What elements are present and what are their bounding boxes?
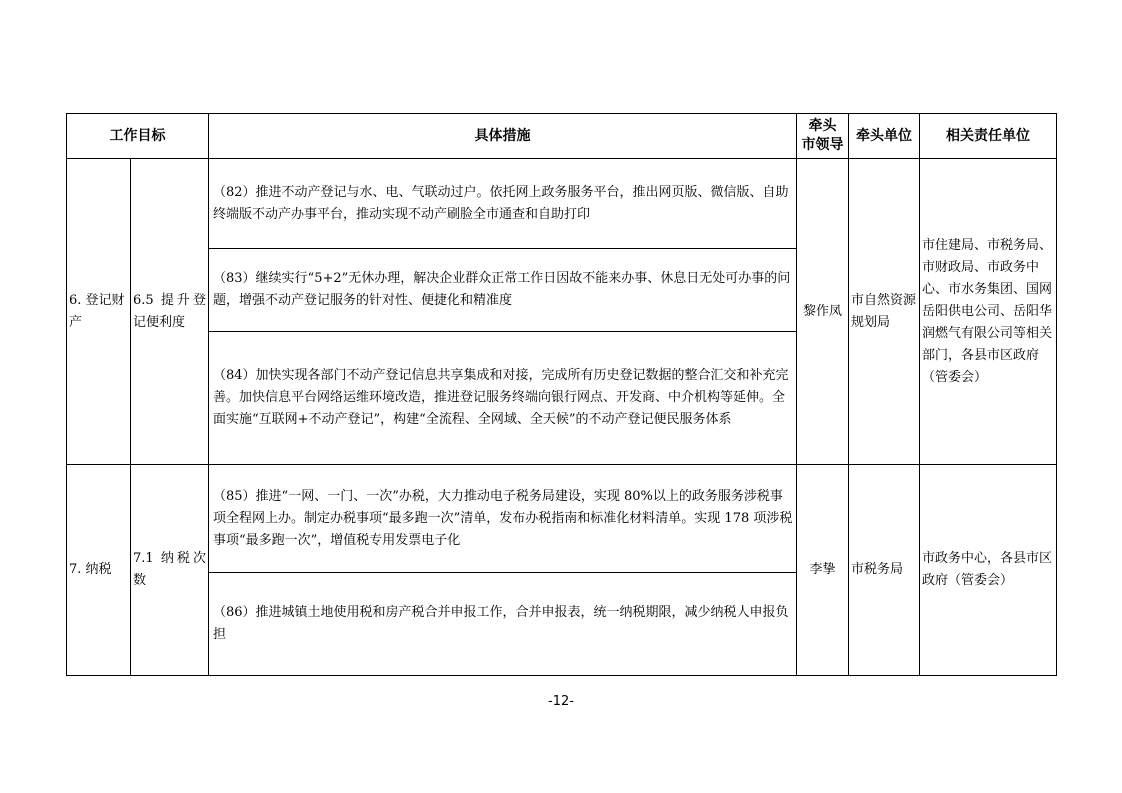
- responsible-units-text: 市政务中心，各县市区政府（管委会）: [922, 551, 1053, 588]
- lead-leader-cell: [797, 465, 849, 676]
- goal-cell: [67, 159, 131, 465]
- lead-unit-cell: [849, 159, 920, 465]
- header-goal: 工作目标: [67, 114, 209, 159]
- measure-text: （82）推进不动产登记与水、电、气联动过户。依托网上政务服务平台，推出网页版、微信版、自助终端版不动产办事平台，推动实现不动产刷脸全市通查和自助打印: [213, 184, 789, 222]
- lead-unit-text: 市自然资源规划局: [851, 292, 917, 330]
- lead-leader-text: 李挚: [809, 562, 836, 577]
- header-measures: 具体措施: [209, 114, 797, 159]
- header-lead-unit: 牵头单位: [849, 114, 920, 159]
- measure-text: （86）推进城镇土地使用税和房产税合并申报工作，合并申报表，统一纳税期限，减少纳税人申报负担: [213, 605, 789, 642]
- header-lead-leader-line-2: 市领导: [801, 137, 844, 153]
- measure-cell: [209, 249, 797, 332]
- header-lead-leader: [797, 114, 849, 159]
- measure-text: （85）推进“一网、一门、一次”办税，大力推动电子税务局建设，实现 80%以上的政务服务涉税事项全程网上办。制定办税事项“最多跑一次”清单，发布办税指南和标准化材料清单。实现 178 项涉税事项“最多跑一次”，增值税专用发票电子化: [213, 488, 793, 548]
- measure-text: （84）加快实现各部门不动产登记信息共享集成和对接，完成所有历史登记数据的整合汇交和补充完善。加快信息平台网络运维环境改造，推进登记服务终端向银行网点、开发商、中介机构等延伸。全面实施“互联网+不动产登记”，构建“全流程、全网域、全天候”的不动产登记便民服务体系: [213, 368, 789, 427]
- table-row: [67, 465, 1057, 573]
- sub-goal-text: 7.1 纳税次数: [133, 551, 206, 588]
- lead-unit-cell: [849, 465, 920, 676]
- measure-cell: [209, 465, 797, 573]
- table-header-row: [67, 114, 1057, 159]
- lead-unit-text: 市税务局: [851, 562, 904, 577]
- header-lead-leader-line-1: 牵头: [808, 118, 837, 134]
- responsible-units-text: 市住建局、市税务局、市财政局、市政务中心、市水务集团、国网岳阳供电公司、岳阳华润燃气有限公司等相关部门，各县市区政府（管委会）: [922, 237, 1053, 385]
- sub-goal-cell: [131, 465, 209, 676]
- goal-text: 6. 登记财产: [69, 292, 125, 330]
- table-row: [67, 159, 1057, 249]
- measure-cell: [209, 573, 797, 676]
- goal-cell: [67, 465, 131, 676]
- header-responsible-units: 相关责任单位: [920, 114, 1057, 159]
- responsible-units-cell: [920, 159, 1057, 465]
- measure-cell: [209, 159, 797, 249]
- lead-leader-text: 黎作凤: [802, 303, 842, 319]
- sub-goal-text: 6.5 提升登记便利度: [133, 292, 206, 330]
- lead-leader-cell: [797, 159, 849, 465]
- goal-text: 7. 纳税: [69, 562, 112, 577]
- page-number: -12-: [548, 694, 574, 709]
- measure-cell: [209, 332, 797, 465]
- sub-goal-cell: [131, 159, 209, 465]
- measure-text: （83）继续实行“5+2”无休办理，解决企业群众正常工作日因故不能来办事、休息日无处可办事的问题，增强不动产登记服务的针对性、便捷化和精准度: [213, 271, 791, 308]
- measures-table: [66, 113, 1057, 676]
- responsible-units-cell: [920, 465, 1057, 676]
